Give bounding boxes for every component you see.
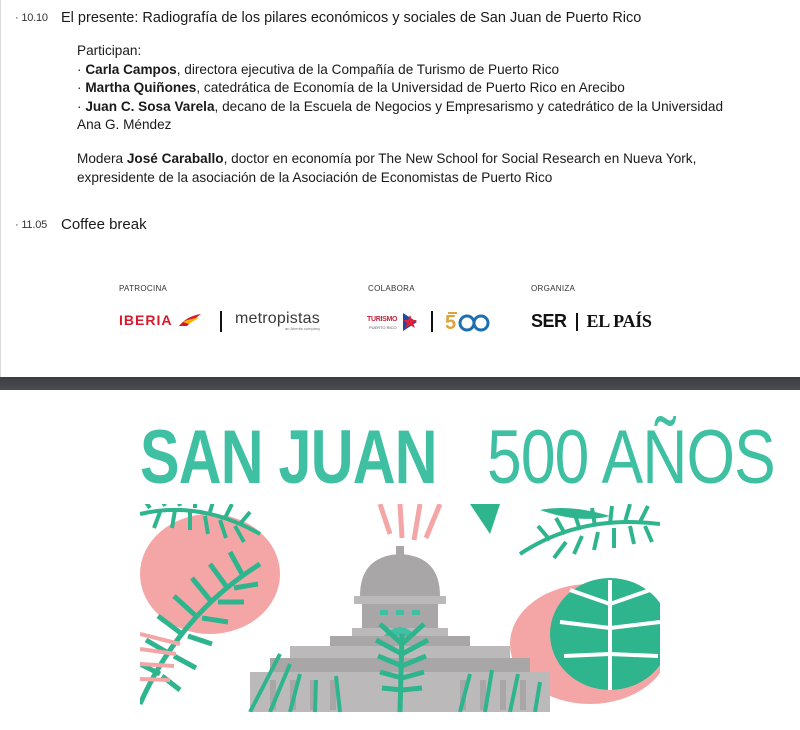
page-divider — [0, 377, 800, 390]
item-time: · 11.05 — [15, 219, 48, 231]
participant-row — [77, 79, 723, 98]
participant-role: , catedrática de Economía de la Universidad de Puerto Rico en Arecibo — [196, 80, 625, 95]
participant-row — [77, 98, 723, 117]
participants-heading: Participan: — [77, 43, 142, 58]
metropistas-wordmark: metropistas — [235, 310, 320, 327]
logo-separator — [576, 313, 578, 331]
poster-title-bold: SAN JUAN — [140, 415, 437, 500]
moderator-role: , doctor en economía por The New School for Social Research en Nueva York, — [223, 151, 697, 166]
participant-role-continued: Ana G. Méndez — [77, 117, 172, 132]
participant-name: Carla Campos — [85, 61, 177, 77]
item-title: Coffee break — [61, 216, 147, 233]
moderator-prefix: Modera — [77, 151, 127, 166]
logo-separator — [220, 311, 222, 332]
moderator-role-continued: expresidente de la asociación de la Asociación de Economistas de Puerto Rico — [77, 169, 553, 185]
poster-title — [140, 415, 775, 500]
bullet: · — [77, 61, 82, 77]
500-anniversary-icon — [445, 309, 493, 335]
ser-logo: SER — [531, 311, 567, 331]
san-juan-500-logo — [445, 309, 493, 340]
participants-block — [77, 42, 723, 135]
organizer-logos — [531, 311, 652, 332]
el-pais-logo: EL PAÍS — [586, 311, 652, 331]
moderator-block — [77, 150, 696, 187]
turismo-star-icon — [401, 311, 419, 333]
bullet: · — [77, 98, 82, 114]
poster-illustration — [140, 504, 660, 712]
turismo-subtitle: PUERTO RICO — [369, 325, 397, 330]
turismo-wordmark: TURISMO — [367, 316, 398, 323]
organiza-label: ORGANIZA — [531, 284, 576, 293]
participant-role: , directora ejecutiva de la Compañía de Turismo de Puerto Rico — [176, 61, 560, 77]
iberia-wordmark: IBERIA — [119, 312, 173, 328]
item-title: El presente: Radiografía de los pilares económicos y sociales de San Juan de Puerto Rico — [61, 10, 642, 26]
metropistas-logo — [235, 310, 320, 331]
participant-role: , decano de la Escuela de Negocios y Empresarismo y catedrático de la Universidad — [214, 98, 724, 114]
svg-text:5: 5 — [445, 312, 457, 334]
colabora-label: COLABORA — [368, 284, 415, 293]
moderator-name: José Caraballo — [126, 151, 224, 166]
metropistas-subtitle: an Abertis company — [285, 326, 321, 331]
participant-name: Martha Quiñones — [85, 80, 197, 95]
item-time: · 10.10 — [15, 12, 48, 24]
patrocina-label: PATROCINA — [119, 284, 168, 293]
bullet: · — [77, 80, 82, 95]
logo-separator — [431, 311, 433, 332]
participant-row — [77, 61, 723, 80]
participant-name: Juan C. Sosa Varela — [85, 98, 215, 114]
iberia-symbol-icon — [177, 312, 203, 328]
iberia-logo — [119, 312, 203, 330]
turismo-logo — [367, 311, 421, 335]
poster-title-light: 500 AÑOS — [486, 415, 775, 500]
